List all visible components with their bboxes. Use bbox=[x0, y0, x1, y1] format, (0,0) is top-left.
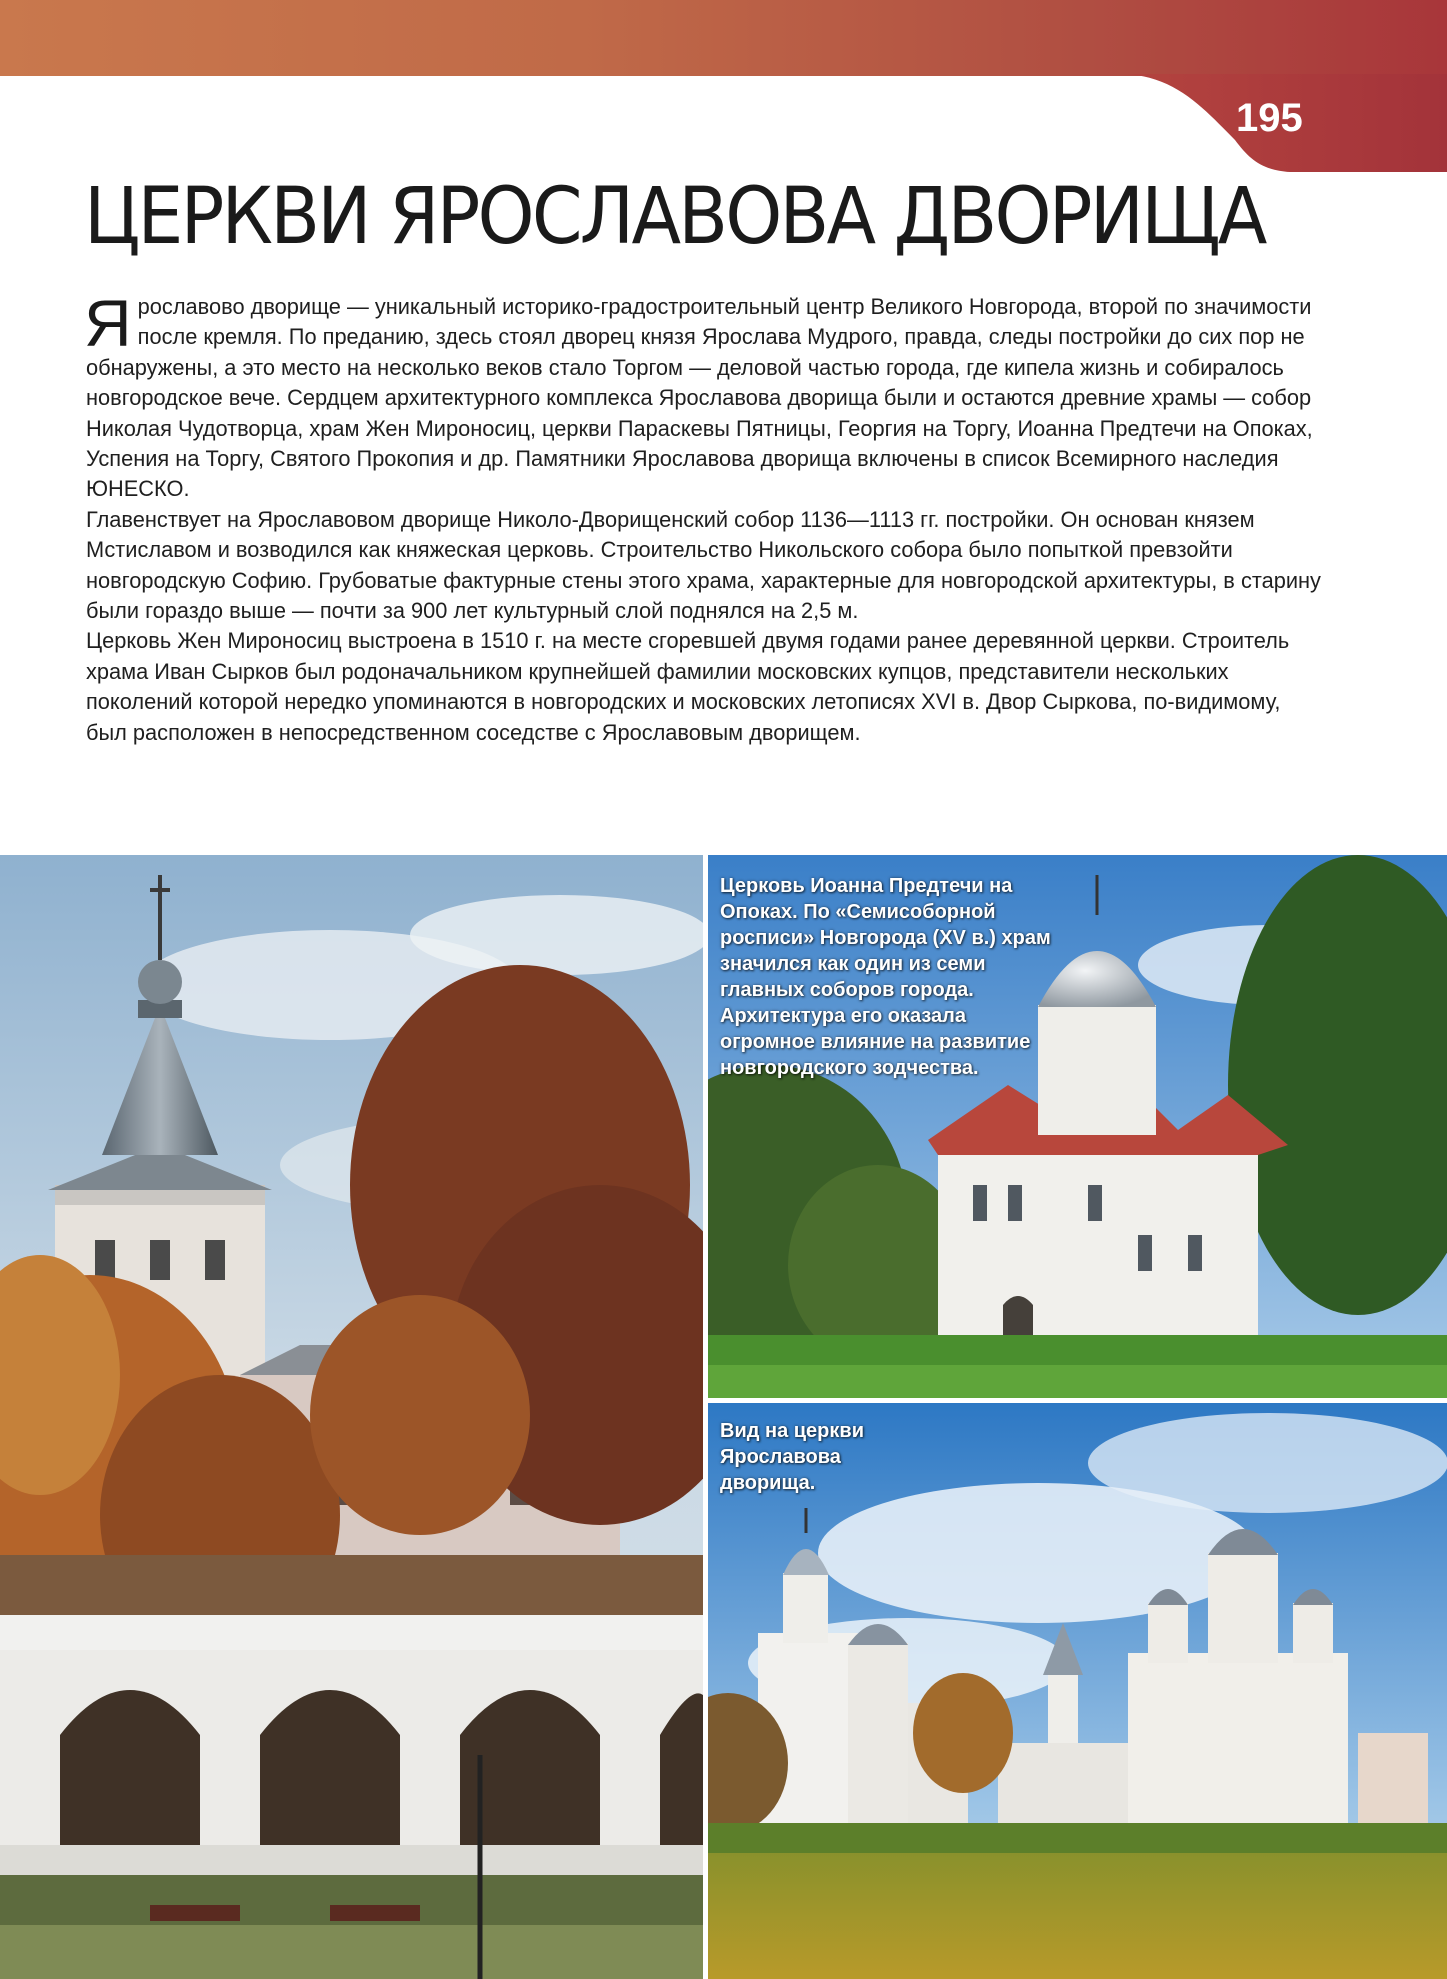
page-number-tab bbox=[0, 0, 1447, 180]
article-body bbox=[84, 286, 1326, 748]
photo-bell-tower-arcade bbox=[0, 855, 703, 1979]
page-number: 195 bbox=[1236, 96, 1303, 140]
drop-cap: Я bbox=[84, 286, 132, 360]
paragraph-1-text: рославово дворище — уникальный историко-градостроительный центр Великого Новгорода, второй по значимости после кремля. По преданию, здесь стоял дворец князя Ярослава Мудрого, правда, следы постройки до сих пор не обнаружены, а это место на несколько веков стало Торгом — деловой частью города, где кипела жизнь и собиралось новгородское вече. Сердцем архитектурного комплекса Ярославова дворища были и остаются древние храмы — собор Николая Чудотворца, храм Жен Мироносиц, церкви Параскевы Пятницы, Георгия на Торгу, Иоанна Предтечи на Опоках, Успения на Торгу, Святого Прокопия и др. Памятники Ярославова дворища включены в список Всемирного наследия ЮНЕСКО. bbox=[86, 294, 1313, 502]
paragraph-1 bbox=[84, 286, 1326, 505]
caption-view-churches: Вид на церкви Ярославова дворища. bbox=[720, 1420, 864, 1494]
caption-church-ioann: Церковь Иоанна Предтечи на Опоках. По «Семисоборной росписи» Новгорода (XV в.) храм значился как один из семи главных соборов города. Архитектура его оказала огромное влияние на развитие новгородского зодчества. bbox=[720, 875, 1051, 1079]
page-title: ЦЕРКВИ ЯРОСЛАВОВА ДВОРИЩА bbox=[84, 172, 1265, 262]
paragraph-3: Церковь Жен Мироносиц выстроена в 1510 г. на месте сгоревшей двумя годами ранее деревянной церкви. Строитель храма Иван Сырков был родоначальником крупнейшей фамилии московских купцов, представители нескольких поколений которой нередко упоминаются в новгородских и московских летописях XVI в. Двор Сыркова, по-видимому, был расположен в непосредственном соседстве с Ярославовым дворищем. bbox=[86, 628, 1290, 745]
paragraph-2: Главенствует на Ярославовом дворище Николо-Дворищенский собор 1136—1113 гг. постройки. Он основан князем Мстиславом и возводился как княжеская церковь. Строительство Никольского собора было попыткой превзойти новгородскую Софию. Грубоватые фактурные стены этого храма, характерные для новгородской архитектуры, в старину были гораздо выше — почти за 900 лет культурный слой поднялся на 2,5 м. bbox=[86, 506, 1321, 624]
